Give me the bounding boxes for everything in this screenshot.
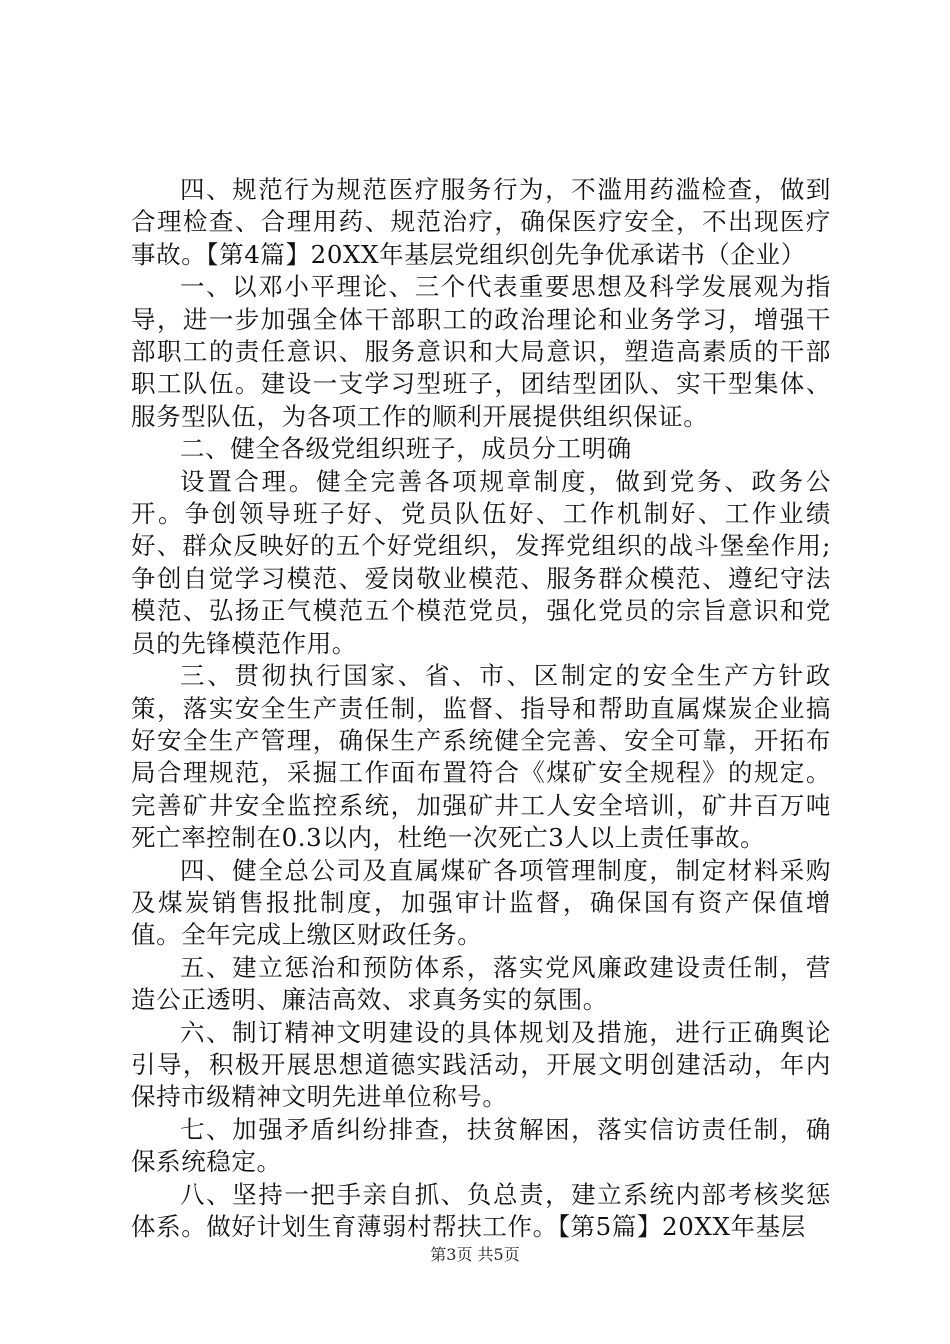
paragraph-4: 设置合理。健全完善各项规章制度，做到党务、政务公开。争创领导班子好、党员队伍好、工作机制好、工作业绩好、群众反映好的五个好党组织，发挥党组织的战斗堡垒作用;争创自觉学习模范、爱岗敬业模范、服务群众模范、遵纪守法模范、弘扬正气模范五个模范党员，强化党员的宗旨意识和党员的先锋模范作用。 — [131, 466, 831, 658]
paragraph-3: 二、健全各级党组织班子，成员分工明确 — [180, 434, 632, 464]
paragraph-6: 四、健全总公司及直属煤矿各项管理制度，制定材料采购及煤炭销售报批制度，加强审计监督，确保国有资产保值增值。全年完成上缴区财政任务。 — [131, 855, 831, 950]
page-number-footer: 第3页 共5页 — [430, 1245, 520, 1264]
paragraph-5: 三、贯彻执行国家、省、市、区制定的安全生产方针政策，落实安全生产责任制，监督、指导和帮助直属煤炭企业搞好安全生产管理，确保生产系统健全完善、安全可靠，开拓布局合理规范，采掘工作面布置符合《煤矿安全规程》的规定。完善矿井安全监控系统，加强矿井工人安全培训，矿井百万吨死亡率控制在0.3以内，杜绝一次死亡3人以上责任事故。 — [131, 661, 831, 853]
paragraph-9: 七、加强矛盾纠纷排查，扶贫解困，落实信访责任制，确保系统稳定。 — [131, 1114, 831, 1177]
document-body — [131, 174, 831, 1243]
paragraph-1: 四、规范行为规范医疗服务行为，不滥用药滥检查，做到合理检查、合理用药、规范治疗，确保医疗安全，不出现医疗事故。【第4篇】20XX年基层党组织创先争优承诺书（企业） — [131, 175, 831, 269]
paragraph-8: 六、制订精神文明建设的具体规划及措施，进行正确舆论引导，积极开展思想道德实践活动，开展文明创建活动，年内保持市级精神文明先进单位称号。 — [131, 1017, 831, 1112]
paragraph-10: 八、坚持一把手亲自抓、负总责，建立系统内部考核奖惩体系。做好计划生育薄弱村帮扶工作。【第5篇】20XX年基层 — [131, 1179, 831, 1241]
paragraph-7: 五、建立惩治和预防体系，落实党风廉政建设责任制，营造公正透明、廉洁高效、求真务实的氛围。 — [131, 952, 831, 1015]
paragraph-2: 一、以邓小平理论、三个代表重要思想及科学发展观为指导，进一步加强全体干部职工的政治理论和业务学习，增强干部职工的责任意识、服务意识和大局意识，塑造高素质的干部职工队伍。建设一支学习型班子，团结型团队、实干型集体、服务型队伍，为各项工作的顺利开展提供组织保证。 — [131, 272, 831, 431]
